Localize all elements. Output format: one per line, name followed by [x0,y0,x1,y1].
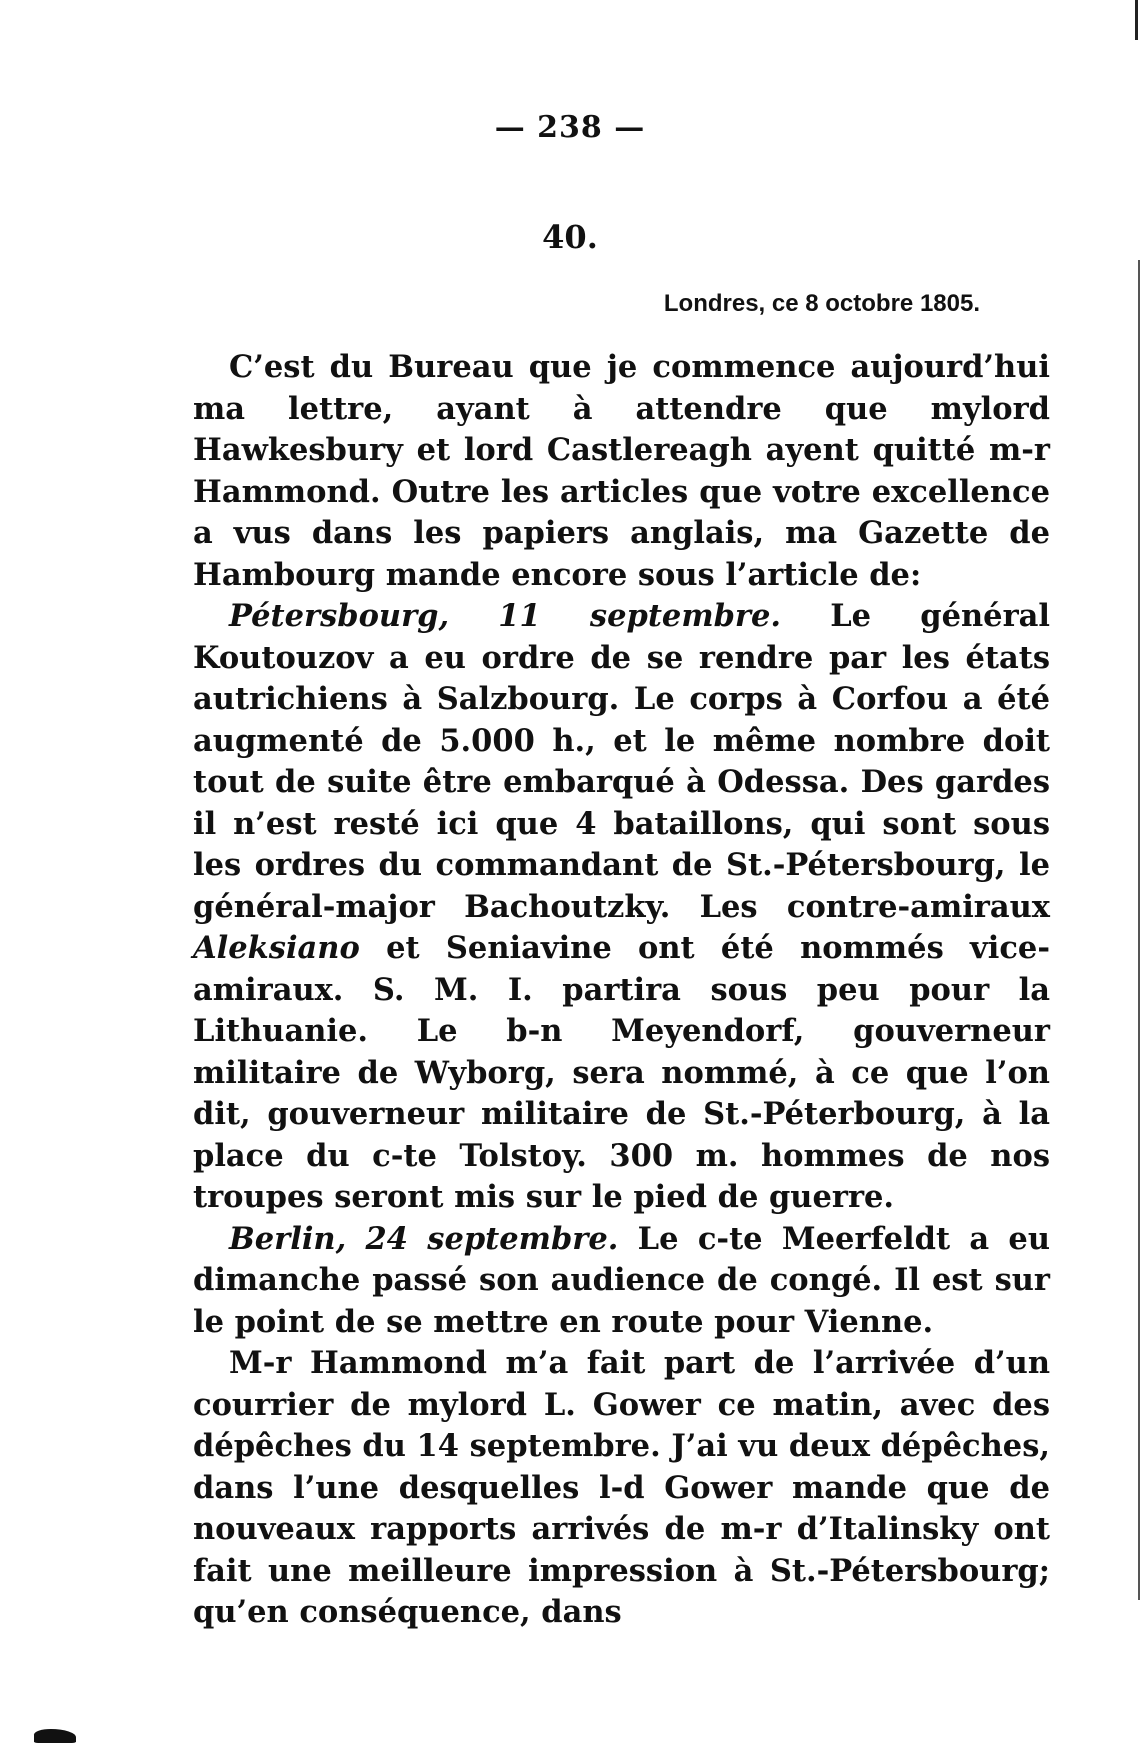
ink-smudge [34,1729,76,1743]
paragraph [193,1219,1050,1344]
paragraph [193,347,1050,596]
paragraph-text-after: et Seniavine ont été nommés vice-amiraux. S. M. I. partira sous peu pour la Lithuanie. Le b-n Meyendorf, gouverneur militaire de Wyborg, sera nommé, à ce que l’on dit, gouverneur militaire de St.-Péterbourg, à la place du c-te Tolstoy. 300 m. hommes de nos troupes seront mis sur le pied de guerre. [193,930,1050,1215]
letter-number: 40. [542,218,598,256]
paragraph-text: Le c-te Meerfeldt a eu dimanche passé son audience de congé. Il est sur le point de se mettre en route pour Vienne. [193,1220,1050,1340]
paragraph [193,596,1050,1219]
page-edge-mark [1135,0,1138,40]
paragraph-text: Le général Koutouzov a eu ordre de se rendre par les états autrichiens à Salzbourg. Le corps à Corfou a été augmenté de 5.000 h., et le même nombre doit tout de suite être embarqué à Odessa. Des gardes il n’est resté ici que 4 bataillons, qui sont sous les ordres du commandant de St.-Pétersbourg, le général-major Bachoutzky. Les contre-amiraux [193,598,1050,925]
paragraph-lead: Pétersbourg, 11 septembre. [229,598,782,634]
paragraph-lead: Berlin, 24 septembre. [229,1220,619,1257]
dateline: Londres, ce 8 octobre 1805. [663,290,980,317]
italic-name: Aleksiano [193,930,360,966]
page-number: — 238 — [494,110,646,145]
paragraph [193,1343,1050,1634]
letter-body [193,347,1050,1634]
paragraph-text: C’est du Bureau que je commence aujourd’hui ma lettre, ayant à attendre que mylord Hawkesbury et lord Castlereagh ayent quitté m-r Hammond. Outre les articles que votre excellence a vus dans les papiers anglais, ma Gazette de Hambourg mande encore sous l’article de: [193,349,1050,593]
paragraph-text: M-r Hammond m’a fait part de l’arrivée d’un courrier de mylord L. Gower ce matin, avec des dépêches du 14 septembre. J’ai vu deux dépêches, dans l’une desquelles l-d Gower mande que de nouveaux rapports arrivés de m-r d’Italinsky ont fait une meilleure impression à St.-Pétersbourg; qu’en conséquence, dans [193,1345,1050,1630]
